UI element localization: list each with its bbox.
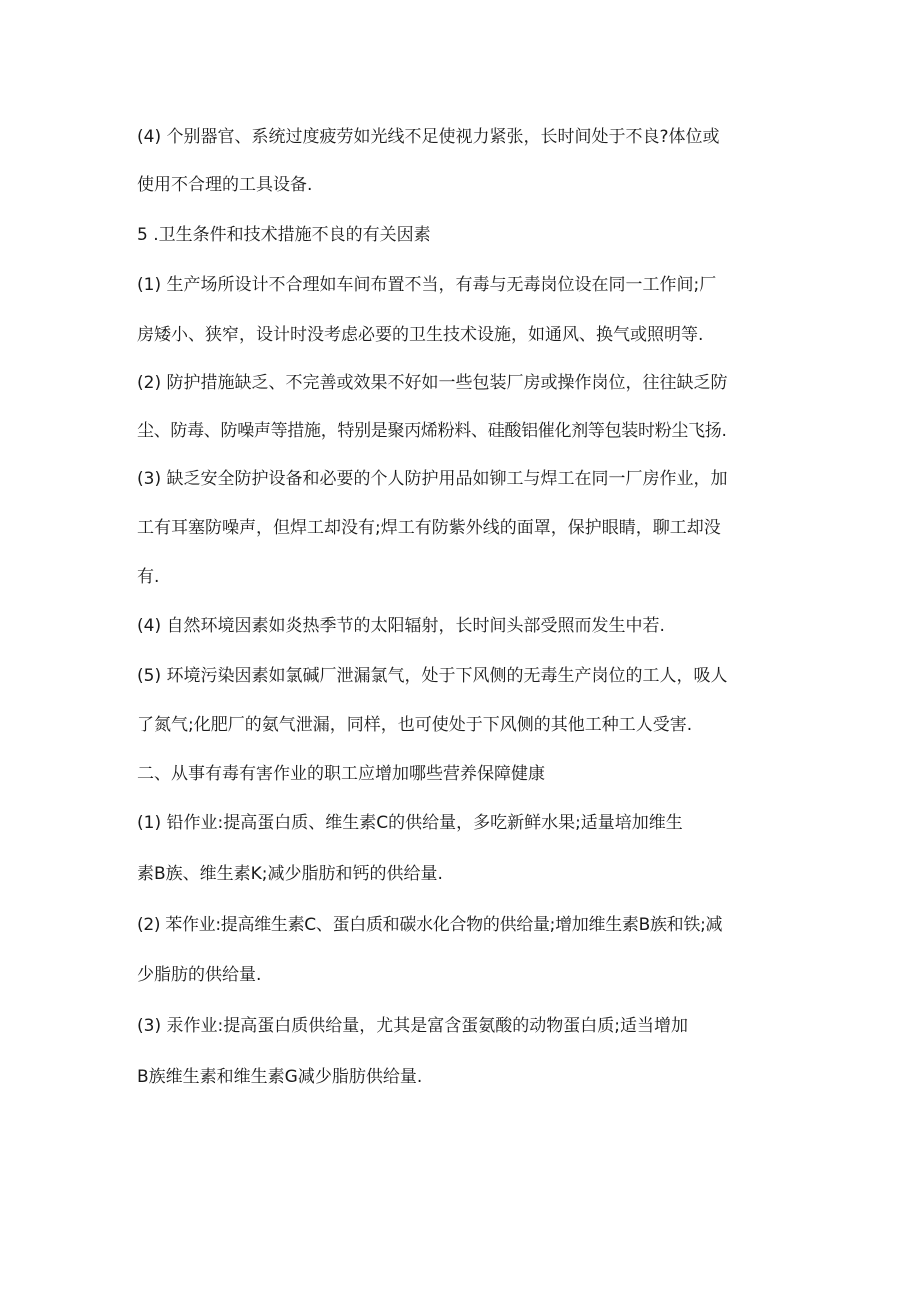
text-line: 少脂肪的供给量. bbox=[137, 965, 262, 985]
text-line: (1) 生产场所设计不合理如车间布置不当，有毒与无毒岗位设在同一工作间;厂 bbox=[137, 275, 717, 295]
text-line: (3) 缺乏安全防护设备和必要的个人防护用品如铆工与焊工在同一厂房作业，加 bbox=[137, 469, 728, 489]
text-line: 素B族、维生素K;减少脂肪和钙的供给量. bbox=[137, 864, 443, 884]
text-line: 使用不合理的工具设备. bbox=[137, 175, 313, 195]
text-line: 了氮气;化肥厂的氨气泄漏，同样，也可使处于下风侧的其他工种工人受害. bbox=[137, 715, 693, 735]
text-line: (2) 苯作业:提高维生素C、蛋白质和碳水化合物的供给量;增加维生素B族和铁;减 bbox=[137, 915, 723, 935]
text-line: (4) 自然环境因素如炎热季节的太阳辐射，长时间头部受照而发生中若. bbox=[137, 616, 665, 636]
text-line: 有. bbox=[137, 567, 160, 587]
section-heading: 5 .卫生条件和技术措施不良的有关因素 bbox=[137, 225, 431, 245]
text-line: (2) 防护措施缺乏、不完善或效果不好如一些包装厂房或操作岗位，往往缺乏防 bbox=[137, 373, 728, 393]
text-line: 工有耳塞防噪声，但焊工却没有;焊工有防紫外线的面罩，保护眼睛，聊工却没 bbox=[137, 518, 721, 538]
text-line: (5) 环境污染因素如氯碱厂泄漏氯气，处于下风侧的无毒生产岗位的工人，吸人 bbox=[137, 666, 728, 686]
text-line: 房矮小、狭窄，设计时没考虑必要的卫生技术设施，如通风、换气或照明等. bbox=[137, 325, 704, 345]
text-line: 尘、防毒、防噪声等措施，特别是聚丙烯粉料、硅酸铝催化剂等包装时粉尘飞扬. bbox=[137, 421, 727, 441]
text-line: B族维生素和维生素G减少脂肪供给量. bbox=[137, 1067, 423, 1087]
section-heading: 二、从事有毒有害作业的职工应增加哪些营养保障健康 bbox=[137, 764, 545, 784]
text-line: (3) 汞作业:提高蛋白质供给量，尤其是富含蛋氨酸的动物蛋白质;适当增加 bbox=[137, 1016, 688, 1036]
text-line: (1) 铅作业:提高蛋白质、维生素C的供给量，多吃新鲜水果;适量培加维生 bbox=[137, 813, 683, 833]
text-line: (4) 个别器官、系统过度疲劳如光线不足使视力紧张，长时间处于不良?体位或 bbox=[137, 127, 720, 147]
